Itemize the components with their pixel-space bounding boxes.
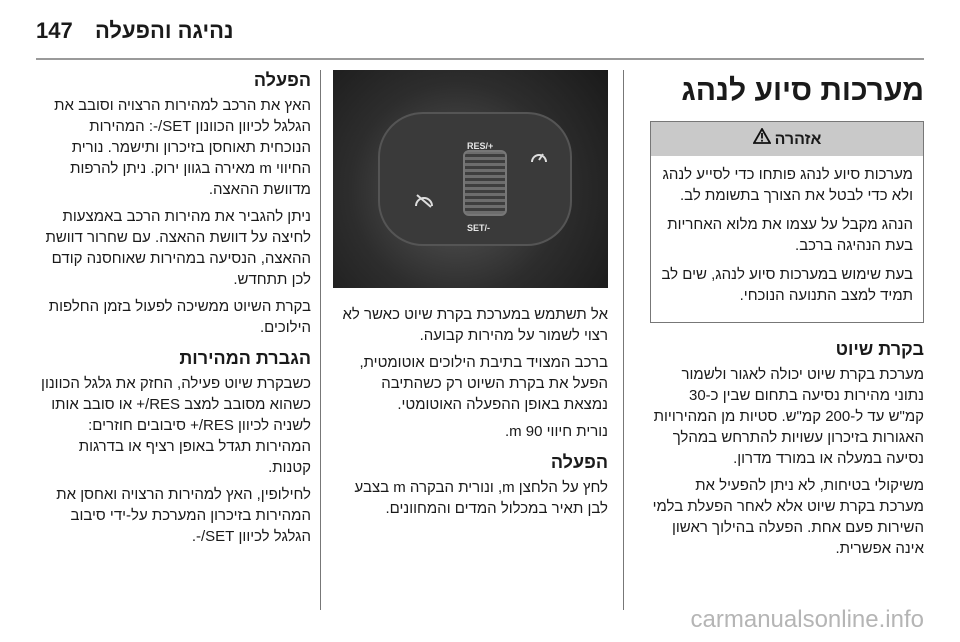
right-column	[650, 70, 924, 565]
thumbwheel	[463, 150, 507, 216]
column-divider	[623, 70, 624, 610]
activation-paragraph: ניתן להגביר את מהירות הרכב באמצעות לחיצה על דוושת ההאצה. עם שחרור דוושת ההאצה, הנסיעה במהירות שאוחסנה קודם לכן תתחדש.	[45, 208, 311, 288]
activation-paragraph: בקרת השיוט ממשיכה לפעול בזמן החלפות הילוכים.	[48, 298, 311, 336]
set-minus-label: SET/-	[467, 223, 491, 233]
steering-wheel-controls-photo	[333, 70, 608, 288]
page-header	[0, 18, 960, 48]
res-plus-label: RES/+	[467, 141, 494, 151]
activation-paragraph: האץ את הרכב למהירות הרצויה וסובב את הגלגל לכיוון הכוונון SET/-: המהירות הנוכחית תאוחסן בזיכרון ותישמר. נורית החיווי m מאירה בגוון ירוק. ניתן להרפות מדוושת ההאצה.	[54, 97, 311, 198]
cruise-control-icon	[529, 148, 549, 172]
cruise-cancel-icon	[413, 192, 435, 216]
mid-paragraph: נורית חיווי m 90.	[504, 423, 608, 440]
warning-paragraph: בעת שימוש במערכות סיוע לנהג, שים לב תמיד למצב התנועה הנוכחי.	[661, 266, 913, 304]
section-title: מערכות סיוע לנהג	[681, 74, 924, 107]
warning-triangle-icon	[753, 128, 771, 150]
speed-paragraph: לחילופין, האץ למהירות הרצויה ואחסן את המהירות בזיכרון המערכת על-ידי סיבוב הגלגל לכיוון SET/-.	[56, 486, 311, 545]
activation-paragraph: לחץ על הלחצן m, ונורית הבקרה m בצבע לבן תאיר במכלול המדים והמחוונים.	[354, 479, 608, 517]
warning-paragraph: מערכות סיוע לנהג פותחו כדי לסייע לנהג ולא כדי לבטל את הצורך בתשומת לב.	[662, 166, 913, 204]
warning-title: אזהרה	[774, 130, 822, 148]
cruise-heading: בקרת שיוט	[835, 339, 924, 359]
left-column	[36, 70, 311, 553]
warning-paragraph: הנהג מקבל על עצמו את מלוא האחריות בעת הנהיגה ברכב.	[667, 216, 913, 254]
header-rule	[36, 58, 924, 60]
activation-heading: הפעלה	[550, 452, 608, 472]
middle-column	[333, 70, 608, 525]
page-number: 147	[36, 18, 73, 43]
warning-box	[650, 121, 924, 323]
warning-body	[651, 156, 923, 322]
activation-heading: הפעלה	[253, 70, 311, 90]
warning-header	[651, 122, 923, 156]
mid-paragraph: ברכב המצויד בתיבת הילוכים אוטומטית, הפעל את בקרת השיוט רק כשהתיבה נמצאת באופן ההפעלה האוטומטי.	[359, 354, 608, 413]
running-title: נהיגה והפעלה	[95, 18, 234, 43]
cruise-paragraph: משיקולי בטיחות, לא ניתן להפעיל את מערכת בקרת שיוט אלא לאחר הפעלת בלמי השירות פעם אחת. הפעלה בהילוך ראשון אינה אפשרית.	[652, 477, 924, 557]
speed-paragraph: כשבקרת שיוט פעילה, החזק את גלגל הכוונון כשהוא מסובב למצב RES/+ או סובב אותו לשניה לכיוון RES/+ סיבובים חוזרים: המהירות תגדל באופן רציף או בדרגות קטנות.	[41, 375, 311, 476]
watermark: carmanualsonline.info	[690, 606, 924, 633]
mid-paragraph: אל תשתמש במערכת בקרת שיוט כאשר לא רצוי לשמור על מהירות קבועה.	[342, 306, 608, 344]
speed-heading: הגברת המהירות	[179, 348, 311, 368]
column-divider	[320, 70, 321, 610]
cruise-paragraph: מערכת בקרת שיוט יכולה לאגור ולשמור נתוני מהירות נסיעה בתחום שבין כ-30 קמ"ש עד ל-200 קמ"ש. סטיות מן המהירויות האגורות בזיכרון עשויות להתרחש במהלך נסיעה במעלה או במורד מדרון.	[653, 366, 924, 467]
